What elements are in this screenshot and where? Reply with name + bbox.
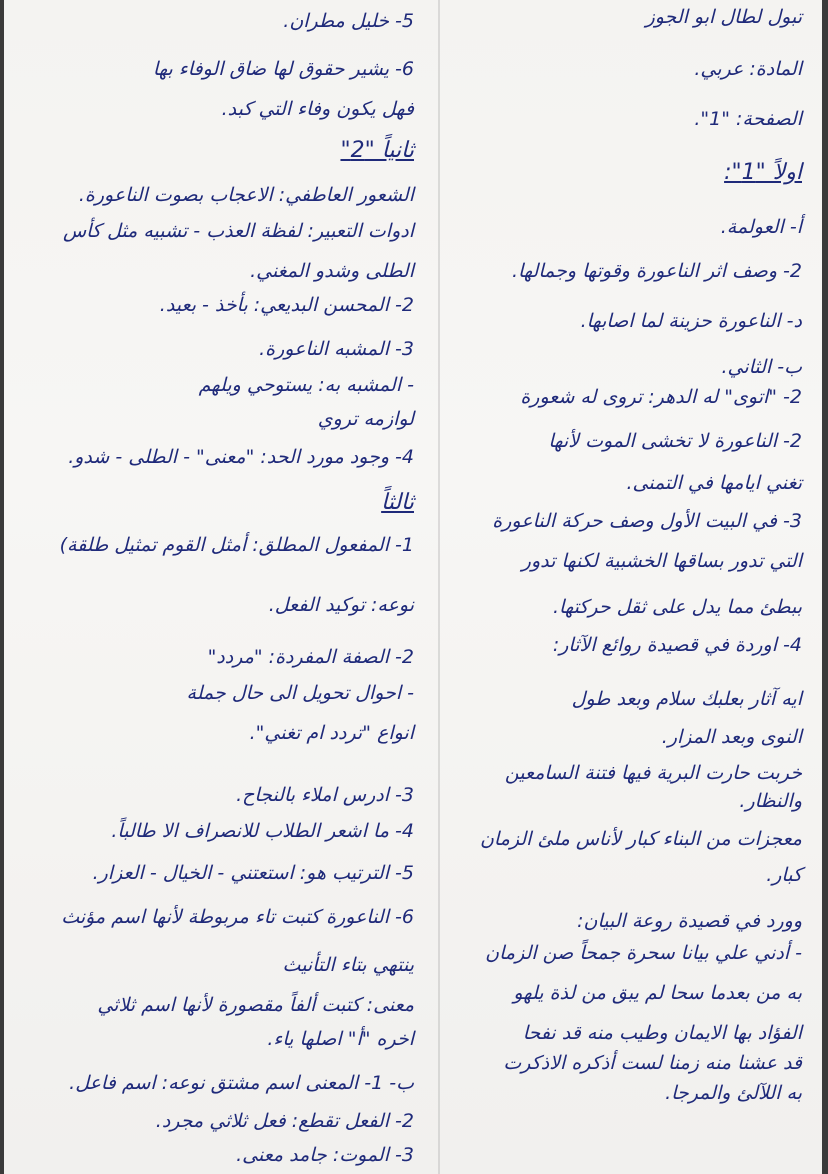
answer-line: ب- الثاني. [721, 356, 802, 378]
answer-line: 5- الترتيب هو: استعتني - الخيال - العزار. [92, 862, 414, 884]
answer-line: الطلى وشدو المغني. [250, 260, 414, 282]
answer-line: 4- ما اشعر الطلاب للانصراف الا طالباً. [111, 820, 414, 842]
answer-line: - المشبه به: يستوحي ويلهم [198, 374, 414, 396]
answer-line: 2- "اتوى" له الدهر: تروى له شعورة [520, 386, 802, 408]
answer-line: التي تدور بساقها الخشبية لكنها تدور [521, 550, 802, 572]
student-name: تبول لطال ابو الجوز [645, 6, 802, 28]
answer-line: 6- الناعورة كتبت تاء مربوطة لأنها اسم مؤنث [61, 906, 414, 928]
answer-line: ينتهي بتاء التأنيث [282, 954, 414, 976]
page-center-fold [438, 0, 440, 1174]
poem-line: النوى وبعد المزار. [661, 726, 802, 748]
answer-line: 5- خليل مطران. [283, 10, 414, 32]
answer-line: 3- في البيت الأول وصف حركة الناعورة [492, 510, 802, 532]
answer-line: ادوات التعبير: لفظة العذب - تشبيه مثل كأس [62, 220, 414, 242]
poem-line: خربت حارت البرية فيها فتنة السامعين [504, 762, 802, 784]
answer-line: أ- العولمة. [720, 216, 802, 238]
answer-line: تغني ايامها في التمنى. [626, 472, 802, 494]
poem-line: به من بعدما سحا لم يبق من لذة يلهو [513, 982, 802, 1004]
poem-line: 6- يشير حقوق لها ضاق الوفاء بها [152, 58, 414, 80]
answer-line: وورد في قصيدة روعة البيان: [577, 910, 802, 932]
answer-line: 3- المشبه الناعورة. [259, 338, 414, 360]
answer-line: معنى: كتبت ألفاً مقصورة لأنها اسم ثلاثي [97, 994, 414, 1016]
answer-line: 4- اوردة في قصيدة روائع الآثار: [552, 634, 802, 656]
answer-line: اخره "أ" اصلها ياء. [267, 1028, 414, 1050]
poem-line: به اللآلئ والمرجا. [665, 1082, 802, 1104]
poem-line: كبار. [766, 864, 802, 886]
poem-line: الفؤاد بها الايمان وطيب منه قد نفحا [522, 1022, 802, 1044]
page-number-line: الصفحة: "1". [694, 108, 802, 130]
answer-line: 1- المفعول المطلق: أمثل القوم تمثيل طلقة) [59, 534, 414, 556]
poem-line: قد عشنا منه زمنا لست أذكره الاذكرت [503, 1052, 802, 1074]
answer-line: نوعه: توكيد الفعل. [268, 594, 414, 616]
poem-line: - أدني علي بيانا سحرة جمحاً صن الزمان [485, 942, 802, 964]
answer-line: ببطئ مما يدل على ثقل حركتها. [552, 596, 802, 618]
answer-line: 2- المحسن البديعي: بأخذ - بعيد. [159, 294, 414, 316]
answer-line: ب- 1- المعنى اسم مشتق نوعه: اسم فاعل. [69, 1072, 414, 1094]
section-heading-2: ثانياً "2" [340, 138, 414, 163]
answer-line: 3- ادرس املاء بالنجاح. [236, 784, 414, 806]
answer-line: 3- الموت: جامد معنى. [236, 1144, 414, 1166]
poem-line: والنظار. [739, 790, 802, 812]
answer-line: انواع "تردد ام تغني". [249, 722, 414, 744]
notebook-page [4, 0, 822, 1174]
subject-line: المادة: عربي. [694, 58, 802, 80]
answer-line: 4- وجود مورد الحد: "معنى" - الطلى - شدو. [68, 446, 414, 468]
answer-line: لوازمه تروي [317, 408, 414, 430]
answer-line: الشعور العاطفي: الاعجاب بصوت الناعورة. [78, 184, 414, 206]
answer-line: 2- وصف اثر الناعورة وقوتها وجمالها. [511, 260, 802, 282]
poem-line: ايه آثار بعلبك سلام وبعد طول [571, 688, 802, 710]
section-heading-3: ثالثاً [381, 490, 414, 515]
section-heading-1: اولاً "1": [724, 160, 802, 185]
answer-line: - احوال تحويل الى حال جملة [186, 682, 414, 704]
answer-line: د- الناعورة حزينة لما اصابها. [580, 310, 802, 332]
answer-line: 2- الصفة المفردة: "مردد" [207, 646, 414, 668]
poem-line: فهل يكون وفاء التي كبد. [221, 98, 414, 120]
poem-line: معجزات من البناء كبار لأناس ملئ الزمان [479, 828, 802, 850]
answer-line: 2- الفعل تقطع: فعل ثلاثي مجرد. [155, 1110, 414, 1132]
answer-line: 2- الناعورة لا تخشى الموت لأنها [548, 430, 802, 452]
